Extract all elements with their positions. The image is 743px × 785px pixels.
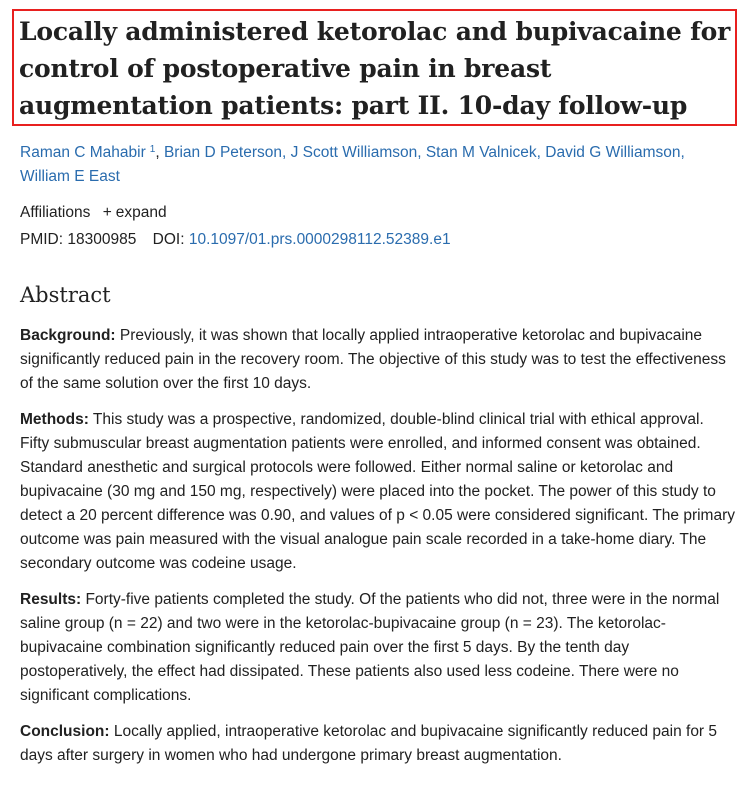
- author-list: [20, 141, 720, 189]
- doi-label: DOI:: [152, 231, 185, 248]
- article-title: Locally administered ketorolac and bupivacaine for control of postoperative pain in breast augmentation patients: part II. 10-day follow-up: [19, 17, 731, 120]
- author-links-group[interactable]: Brian D Peterson, J Scott Williamson, Stan M Valnicek, David G Williamson,: [163, 144, 685, 161]
- author-separator: ,: [155, 144, 164, 161]
- affiliations-row: [20, 202, 167, 224]
- author-link[interactable]: William E East: [20, 168, 120, 185]
- section-text: Locally applied, intraoperative ketorolac and bupivacaine significantly reduced pain for 5 days after surgery in women who had undergone primary breast augmentation.: [20, 723, 718, 764]
- abstract-methods: [20, 408, 735, 576]
- abstract-background: [20, 324, 735, 396]
- section-label: Results:: [20, 591, 82, 608]
- section-label: Conclusion:: [20, 723, 110, 740]
- section-text: This study was a prospective, randomized, double-blind clinical trial with ethical approval. Fifty submuscular breast augmentation patients were enrolled, and informed consent was obtained. Standard anesthetic and surgical protocols were followed. Either normal saline or ketorolac and bupivacaine (30 mg and 150 mg, respectively) were placed into the pocket. The power of this study to detect a 20 percent difference was 0.90, and values of p < 0.05 were considered significant. The primary outcome was pain measured with the visual analogue pain scale recorded in a take-home diary. The secondary outcome was codeine usage.: [20, 411, 736, 572]
- section-label: Methods:: [20, 411, 89, 428]
- expand-label: expand: [115, 204, 167, 221]
- section-text: Previously, it was shown that locally applied intraoperative ketorolac and bupivacaine significantly reduced pain in the recovery room. The objective of this study was to test the effectiveness of the same solution over the first 10 days.: [20, 327, 726, 392]
- affiliation-superscript[interactable]: 1: [149, 144, 156, 155]
- author-link[interactable]: Raman C Mahabir: [20, 144, 146, 161]
- abstract-conclusion: [20, 720, 735, 768]
- section-text: Forty-five patients completed the study. Of the patients who did not, three were in the normal saline group (n = 22) and two were in the ketorolac-bupivacaine group (n = 23). The ketorolac-bupivacaine combination significantly reduced pain over the first 5 days. By the tenth day postoperatively, the effect had dissipated. These patients also used less codeine. There were no significant complications.: [20, 591, 720, 704]
- section-label: Background:: [20, 327, 116, 344]
- pmid-label: PMID:: [20, 231, 64, 248]
- affiliations-label: Affiliations: [20, 204, 91, 221]
- pmid-value: 18300985: [67, 231, 137, 248]
- identifiers-row: [20, 229, 451, 251]
- plus-icon: +: [102, 204, 112, 221]
- abstract-results: [20, 588, 735, 708]
- doi-link[interactable]: 10.1097/01.prs.0000298112.52389.e1: [188, 231, 451, 248]
- expand-affiliations-button[interactable]: [103, 204, 167, 221]
- abstract-heading: Abstract: [20, 283, 111, 307]
